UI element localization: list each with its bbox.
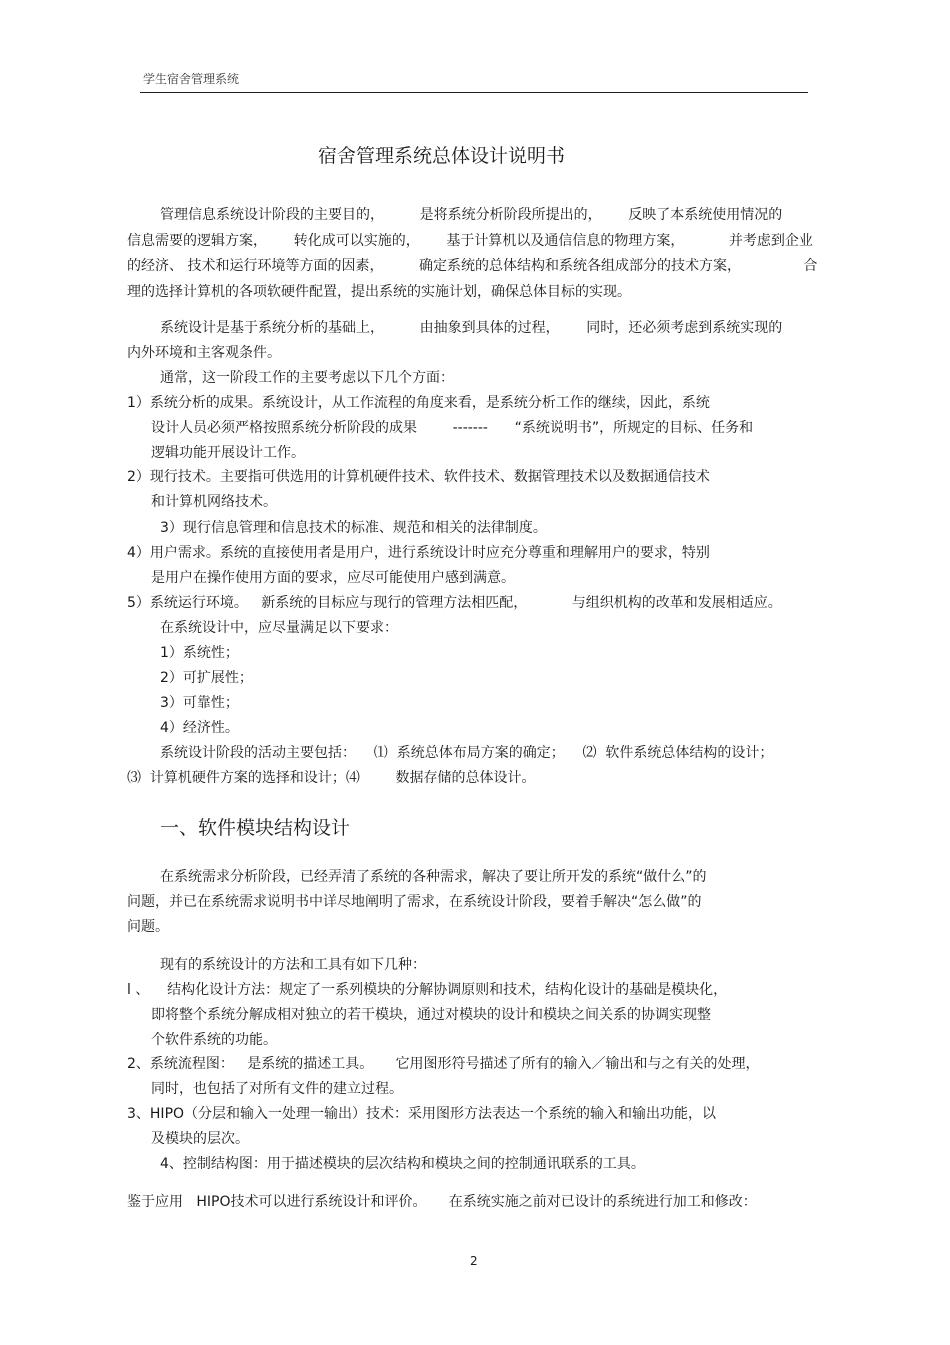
body-line: 鉴于应用 HIPO技术可以进行系统设计和评价。 在系统实施之前对已设计的系统进行加工和修改： <box>127 1194 757 1210</box>
body-line: 信息需要的逻辑方案， 转化成可以实施的， 基于计算机以及通信信息的物理方案， 并考虑到企业 <box>127 233 813 249</box>
list-item: 1）系统分析的成果。系统设计，从工作流程的角度来看，是系统分析工作的继续，因此，系统 <box>127 395 710 411</box>
method-item: 2、系统流程图： 是系统的描述工具。 它用图形符号描述了所有的输入／输出和与之有关的处理， <box>127 1056 760 1072</box>
body-line: 问题，并已在系统需求说明书中详尽地阐明了需求，在系统设计阶段，要着手解决“怎么做”的 <box>127 894 702 910</box>
body-line: 管理信息系统设计阶段的主要目的， 是将系统分析阶段所提出的， 反映了本系统使用情况的 <box>160 207 783 223</box>
method-item-continuation: 即将整个系统分解成相对独立的若干模块，通过对模块的设计和模块之间关系的协调实现整 <box>151 1007 711 1023</box>
list-item: 2）现行技术。主要指可供选用的计算机硬件技术、软件技术、数据管理技术以及数据通信技术 <box>127 469 710 485</box>
list-item-continuation: 设计人员必须严格按照系统分析阶段的成果 ------- “系统说明书”，所规定的目标、任务和 <box>151 420 754 436</box>
body-line: 现有的系统设计的方法和工具有如下几种： <box>160 957 426 973</box>
section-heading: 一、软件模块结构设计 <box>160 817 351 839</box>
document-title: 宿舍管理系统总体设计说明书 <box>318 145 566 167</box>
list-item-continuation: 和计算机网络技术。 <box>151 494 277 510</box>
method-item: 4、控制结构图：用于描述模块的层次结构和模块之间的控制通讯联系的工具。 <box>160 1156 645 1172</box>
method-item: 3、HIPO（分层和输入一处理一输出）技术：采用图形方法表达一个系统的输入和输出功能，以 <box>127 1106 717 1122</box>
list-item: 5）系统运行环境。 新系统的目标应与现行的管理方法相匹配， 与组织机构的改革和发展相适应。 <box>127 595 782 611</box>
list-item: 3）现行信息管理和信息技术的标准、规范和相关的法律制度。 <box>160 520 547 536</box>
list-item-continuation: 逻辑功能开展设计工作。 <box>151 445 305 461</box>
body-line: 内外环境和主客观条件。 <box>127 345 281 361</box>
requirement-item: 2）可扩展性； <box>160 670 253 686</box>
body-line: ⑶ 计算机硬件方案的选择和设计；⑷ 数据存储的总体设计。 <box>127 770 536 786</box>
body-line: 在系统需求分析阶段，已经弄清了系统的各种需求，解决了要让所开发的系统“做什么”的 <box>160 869 707 885</box>
body-line: 系统设计阶段的活动主要包括： ⑴ 系统总体布局方案的确定； ⑵ 软件系统总体结构的设计； <box>160 745 774 761</box>
method-item-continuation: 个软件系统的功能。 <box>151 1032 277 1048</box>
body-line: 理的选择计算机的各项软硬件配置，提出系统的实施计划，确保总体目标的实现。 <box>127 284 631 300</box>
list-item-continuation: 是用户在操作使用方面的要求，应尽可能使用户感到满意。 <box>151 570 515 586</box>
requirement-item: 4）经济性。 <box>160 720 239 736</box>
body-line: 问题。 <box>127 919 169 935</box>
header-rule <box>140 92 808 93</box>
method-item: l 、 结构化设计方法：规定了一系列模块的分解协调原则和技术，结构化设计的基础是模块化， <box>127 982 728 998</box>
method-item-continuation: 同时，也包括了对所有文件的建立过程。 <box>151 1081 403 1097</box>
requirement-item: 1）系统性； <box>160 645 239 661</box>
running-header: 学生宿舍管理系统 <box>143 72 240 86</box>
list-item: 4）用户需求。系统的直接使用者是用户，进行系统设计时应充分尊重和理解用户的要求，特别 <box>127 545 710 561</box>
requirement-item: 3）可靠性； <box>160 695 239 711</box>
method-item-continuation: 及模块的层次。 <box>151 1131 249 1147</box>
body-line: 的经济、 技术和运行环境等方面的因素， 确定系统的总体结构和系统各组成部分的技术方案， 合 <box>127 258 818 274</box>
body-line: 系统设计是基于系统分析的基础上， 由抽象到具体的过程， 同时，还必须考虑到系统实现的 <box>160 320 783 336</box>
page-number: 2 <box>470 1254 478 1268</box>
body-line: 通常，这一阶段工作的主要考虑以下几个方面： <box>160 370 454 386</box>
body-line: 在系统设计中，应尽量满足以下要求： <box>160 620 398 636</box>
